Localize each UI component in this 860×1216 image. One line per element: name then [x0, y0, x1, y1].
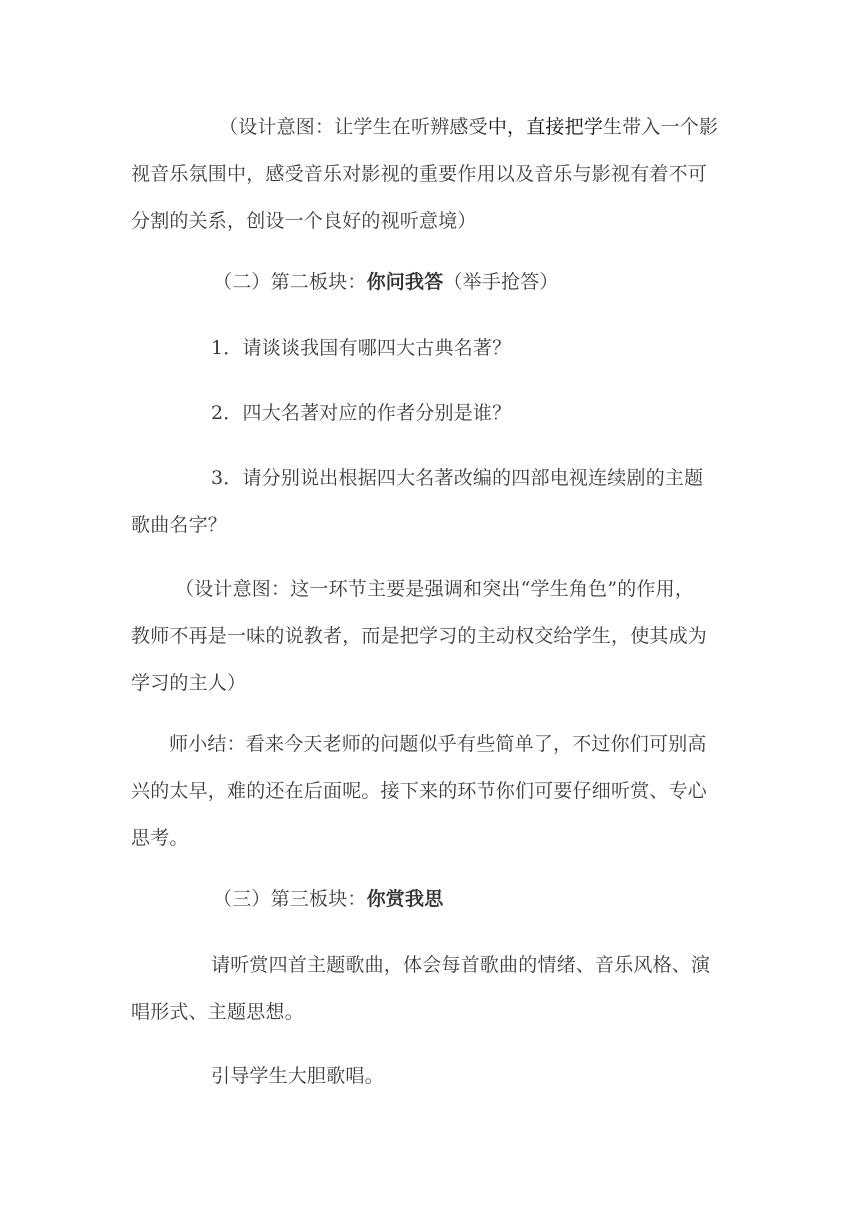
design-intent-2-line-2: 教师不再是一味的说教者，而是把学习的主动权交给学生，使其成为 [131, 625, 708, 647]
section-3-title: 你赏我思 [366, 888, 444, 910]
design-intent-1-line-2: 视音乐氛围中，感受音乐对影视的重要作用以及音乐与影视有着不可 [131, 163, 708, 185]
question-3-continuation: 歌曲名字？ [131, 514, 228, 536]
section-2-suffix: （举手抢答） [443, 271, 559, 293]
design-intent-1-text-b: 中，直接把学 [487, 116, 604, 138]
design-intent-paragraph-2 [131, 566, 731, 707]
guide-text: 引导学生大胆歌唱。 [211, 1065, 384, 1087]
section-2-prefix: （二）第二板块： [213, 271, 367, 293]
design-intent-2-line-1: （设计意图：这一环节主要是强调和突出“学生角色”的作用， [175, 578, 695, 600]
question-3 [131, 455, 731, 549]
section-2-heading [131, 259, 731, 306]
listen-line-1: 请听赏四首主题歌曲，体会每首歌曲的情绪、音乐风格、演 [211, 954, 711, 976]
question-1-text: 1．请谈谈我国有哪四大古典名著？ [211, 337, 512, 359]
section-2-title: 你问我答 [366, 271, 444, 293]
guide-paragraph [131, 1053, 731, 1100]
section-3-heading [131, 876, 731, 923]
listen-instruction-paragraph [131, 942, 731, 1036]
teacher-summary-paragraph [131, 721, 731, 862]
question-1 [131, 325, 731, 372]
summary-line-1: 师小结：看来今天老师的问题似乎有些简单了，不过你们可别高 [169, 733, 707, 755]
design-intent-paragraph-1 [131, 104, 731, 245]
summary-line-2: 兴的太早，难的还在后面呢。接下来的环节你们可要仔细听赏、专心 [131, 780, 708, 802]
design-intent-1-text-c: 生带入一个影 [603, 116, 719, 138]
summary-line-3: 思考。 [131, 827, 189, 849]
section-3-prefix: （三）第三板块： [213, 888, 367, 910]
listen-line-2: 唱形式、主题思想。 [131, 1001, 304, 1023]
design-intent-2-line-3: 学习的主人） [131, 672, 247, 694]
section-2-heading-line [131, 259, 731, 306]
design-intent-1-line-3: 分割的关系，创设一个良好的视听意境） [131, 210, 477, 232]
question-2 [131, 390, 731, 437]
design-intent-1-line-1 [131, 104, 731, 151]
design-intent-1-text-a: （设计意图：让学生在听辨感受 [219, 116, 488, 138]
section-3-heading-line [131, 876, 731, 923]
question-2-text: 2．四大名著对应的作者分别是谁？ [211, 402, 512, 424]
question-3-text: 3．请分别说出根据四大名著改编的四部电视连续剧的主题 [211, 467, 704, 489]
